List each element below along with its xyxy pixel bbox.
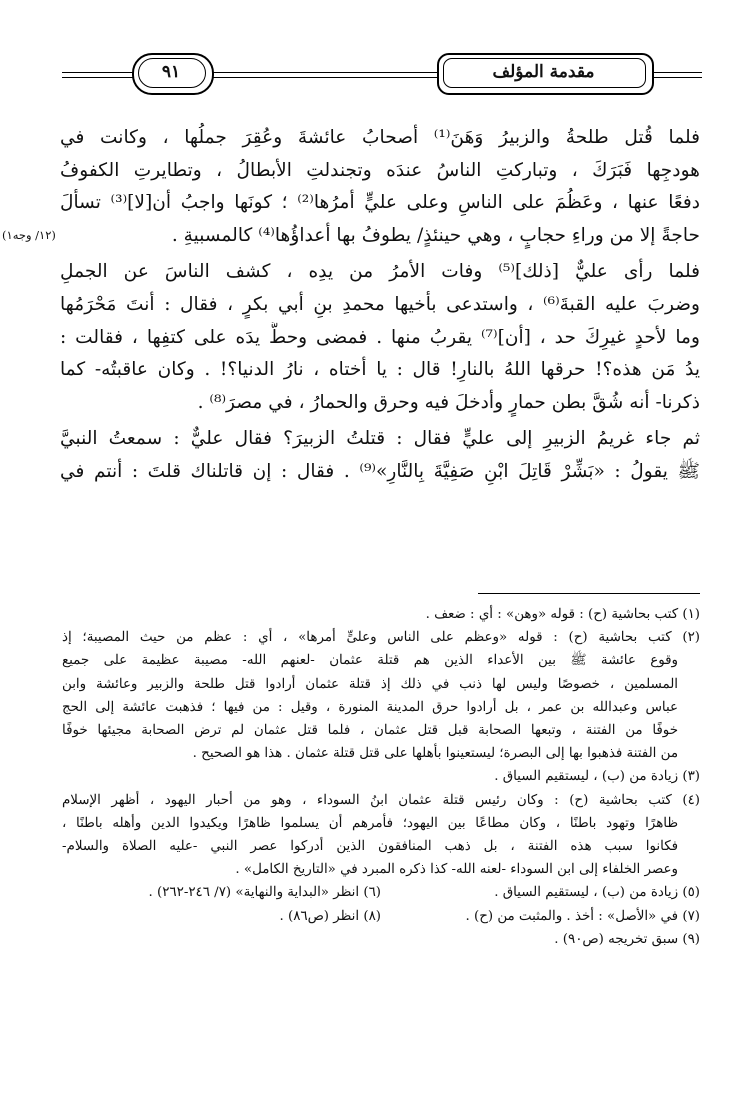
- text-line: هودجِها فَبَرَكَ ، وتباركتِ الناسُ عندَه وتجندلتِ الأبطالُ ، وتطايرتِ الكفوفُ: [60, 159, 700, 181]
- text-line: ﷺ يقولُ : «بَشِّرْ قَاتِلَ ابْنِ صَفِيَّةَ بِالنَّارِ»⁽⁹⁾ . فقال : إن قاتلناك قلتَ : أنتم في: [60, 460, 700, 482]
- margin-note: (١٢/ وجه١): [2, 228, 56, 242]
- section-title: مقدمة المؤلف: [492, 62, 595, 82]
- footnote-2-line: من الفتنة فذهبوا بها إلى البصرة؛ ليستعينوا بأهلها على قتل قتلة عثمان . هذا هو الصحيح .: [192, 746, 678, 762]
- paragraph: [60, 122, 700, 252]
- footnote-2-line: خوفًا من الفتنة ، وتبعها الصحابة قبل قتل عثمان ، فلما قتل عثمان لم ترض الصحابة مجيئها خوفًا: [62, 723, 678, 739]
- page-header: [62, 50, 702, 100]
- footnote-7: (٧) في «الأصل» : أخذ . والمثبت من (ح) .: [465, 908, 700, 924]
- footnote-separator: [478, 593, 700, 594]
- text-line: حاجةً إلا من وراءِ حجابٍ ، وهي حينئذٍ/ يطوفُ بها أعداؤُها⁽⁴⁾ كالمسبيةِ .: [171, 224, 700, 246]
- footnote-2-line: عباس وعبدالله بن عمر ، بل أرادوا حرق المدينة المنورة ، وقيل : من فيها ؛ فذهبت عائشة إلى الحج: [62, 699, 678, 715]
- footnote-6: (٦) انظر «البداية والنهاية» (٧/ ٢٤٦-٢٦٢) .: [148, 885, 381, 901]
- text-line: دفعًا عنها ، وعَظُمَ على الناسِ وعلى عليٍّ أمرُها⁽²⁾ ؛ كونَها واجبُ أن[لا]⁽³⁾ تسألَ: [60, 192, 700, 214]
- footnote-1: (١) كتب بحاشية (ح) : قوله «وهن» : أي : ضعف .: [425, 607, 700, 622]
- footnote-3: (٣) زيادة من (ب) ، ليستقيم السياق .: [494, 769, 700, 785]
- footnote-5: (٥) زيادة من (ب) ، ليستقيم السياق .: [494, 885, 700, 901]
- footnote-4-line: ظاهرًا وتهود باطنًا ، وكان مطاعًا بين اليهود؛ فأمرهم أن يسلموا ظاهرًا ويكيدوا الدين وأهله باطنًا ،: [62, 815, 678, 831]
- footnote-4-line: وعصر الخلفاء إلى ابن السوداء -لعنه الله- كذا ذكره المبرد في «التاريخ الكامل» .: [235, 862, 678, 878]
- footnote-8: (٨) انظر (ص٨٦) .: [279, 908, 381, 924]
- footnote-row: [62, 905, 700, 928]
- paragraph: [60, 256, 700, 419]
- main-text: [60, 122, 700, 489]
- text-line: وضربَ عليه القبةَ⁽⁶⁾ ، واستدعى بأخيها محمدِ بنِ أبي بكرٍ ، فقال : أنتَ مَحْرَمُها: [60, 293, 700, 315]
- footnote-2: (٢) كتب بحاشية (ح) : قوله «وعظم على الناس وعلىٍّ أمرها» ، أي : عظم من حيث المصيبة؛ إذ: [62, 630, 700, 646]
- footnote-4: (٤) كتب بحاشية (ح) : وكان رئيس قتلة عثمان ابنُ السوداء ، وهو من أحبار اليهود ، أظهر الإسلام: [62, 792, 700, 808]
- footnote-9: (٩) سبق تخريجه (ص٩٠) .: [554, 931, 700, 947]
- footnotes: [62, 603, 700, 951]
- footnote-2-line: المسلمين ، خصوصًا وليس لها ذنب في ذلك إذ قتلة عثمان أرادوا قتل طلحة والزبير وعائشة وابن: [62, 676, 678, 692]
- text-line: فلما رأى عليٌّ [ذلك]⁽⁵⁾ وفات الأمرُ من يدِه ، كشف الناسَ عن الجملِ: [60, 261, 700, 283]
- footnote-2-line: وقوع عائشة ﷺ بين الأعداء الذين هم قتلة عثمان -لعنهم الله- مصيبة عظيمة على جميع: [62, 653, 678, 669]
- page-number: ٩١: [161, 62, 181, 82]
- text-line: فلما قُتل طلحةُ والزبيرُ وَهَنَ⁽¹⁾ أصحابُ عائشةَ وعُقِرَ جملُها ، وكانت في: [60, 127, 700, 148]
- text-line: يدُ مَن هذه؟! حرقها اللهُ بالنارِ! قال : يا أختاه ، نارُ الدنيا؟! . وكان عاقبتُه- كما: [60, 359, 700, 381]
- footnote-4-line: فكانوا سبب هذه الفتنة ، بل ذهب المنافقون الذين أدركوا عصر النبي -عليه الصلاة والسلام-: [62, 839, 678, 855]
- footnote-row: [62, 881, 700, 904]
- paragraph: [60, 423, 700, 488]
- text-line: ثم جاء غريمُ الزبيرِ إلى عليٍّ فقال : قتلتُ الزبيرَ؟ فقال عليٌّ : سمعتُ النبيَّ: [60, 428, 700, 450]
- text-line: وما لأحدٍ غيرِكَ حد ، [أن]⁽⁷⁾ يقربُ منها . فمضى وحطَّ يدَه على كتفِها ، فقالت :: [60, 326, 700, 348]
- text-line: ذكرنا- أنه شُقَّ بطن حمارٍ وأدخلَ فيه وحرق والحمارُ ، في مصرَ⁽⁸⁾ .: [197, 391, 700, 413]
